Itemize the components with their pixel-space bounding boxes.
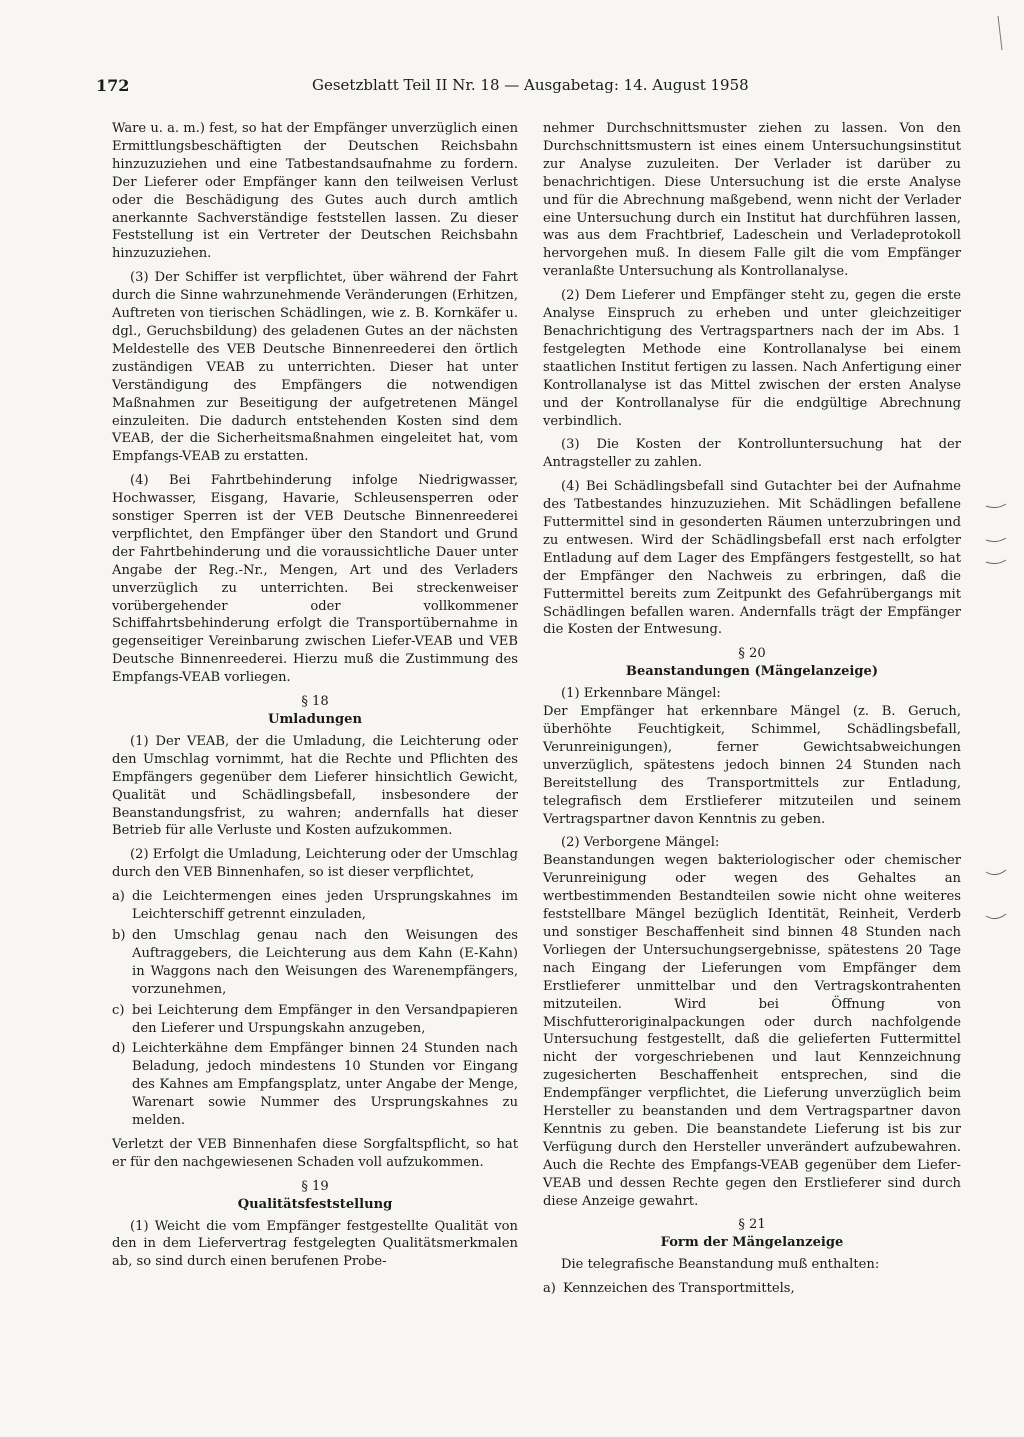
section-number: § 21: [738, 1217, 766, 1233]
paragraph: Ware u. a. m.) fest, so hat der Empfänger unverzüglich einen Ermittlungsbeschäftigten der Deutschen Reichsbahn hinzuzuziehen und eine Tatbestandsaufnahme zu fordern. Der Lieferer oder Empfänger kann den teilweisen Verlust oder die Beschädigung des Gutes auch durch amtlich anerkannte Sachverständige feststellen lassen. Zu dieser Feststellung ist ein Vertreter der Deutschen Reichsbahn hinzuzuziehen.: [112, 121, 518, 262]
enumerated-list: [112, 888, 518, 1130]
paragraph-heading: (1) Erkennbare Mängel:: [561, 686, 721, 702]
section-title: Umladungen: [268, 712, 362, 727]
running-title: Gesetzblatt Teil II Nr. 18 — Ausgabetag: 14. August 1958: [312, 76, 749, 94]
paragraph: (2) Erfolgt die Umladung, Leichterung oder der Umschlag durch den VEB Binnenhafen, so ist dieser verpflichtet,: [112, 847, 518, 881]
enumerated-list: [543, 1280, 961, 1298]
list-text: bei Leichterung dem Empfänger in den Versandpapieren den Lieferer und Urspungskahn anzugeben,: [132, 1002, 518, 1036]
margin-tick-mark: [984, 500, 1010, 580]
section-number: § 20: [738, 646, 766, 662]
paragraph: Beanstandungen wegen bakteriologischer oder chemischer Verunreinigung oder wegen des Gehaltes an wertbestimmenden Bestandteilen sowie nicht ohne weiteres feststellbare Mängel bezüglich Identität, Reinheit, Verderb und sonstiger Beschaffenheit sind binnen 48 Stunden nach Vorliegen der Untersuchungsergebnisse, spätestens 20 Tage nach Eingang der Lieferungen vom Empfänger dem Erstlieferer unmittelbar und den Vertragskontrahenten mitzuteilen. Wird bei Öffnung von Mischfutteroriginalpackungen oder durch nachfolgende Untersuchung festgestellt, daß die gelieferten Futtermittel nicht der vorgeschriebenen und laut Kennzeichnung zugesicherten Beschaffenheit entsprechen, sind die Endempfänger verpflichtet, die Lieferung unverzüglich beim Hersteller zu beanstanden und dem Vertragspartner davon Kenntnis zu geben. Die beanstandete Lieferung ist bis zur Verfügung durch den Hersteller unverändert aufzubewahren. Auch die Rechte des Empfangs-VEAB gegenüber dem Liefer-VEAB und dessen Rechte gegen den Erstlieferer sind durch diese Anzeige gewahrt.: [543, 853, 961, 1209]
paragraph: Die telegrafische Beanstandung muß enthalten:: [561, 1257, 880, 1273]
paragraph: (1) Weicht die vom Empfänger festgestellte Qualität von den in dem Liefervertrag festgelegten Qualitätsmerkmalen ab, so sind durch einen berufenen Probe-: [112, 1218, 518, 1270]
list-text: Kennzeichen des Transportmittels,: [563, 1281, 795, 1297]
section-title: Qualitätsfeststellung: [237, 1196, 393, 1212]
section-number: § 19: [301, 1178, 329, 1194]
page-number: 172: [96, 76, 130, 95]
list-text: die Leichtermengen eines jeden Ursprungskahnes im Leichterschiff getrennt einzuladen,: [132, 889, 518, 923]
list-item: [112, 888, 518, 924]
list-item: [543, 1280, 961, 1298]
list-item: [112, 1002, 518, 1038]
paragraph-heading: (2) Verborgene Mängel:: [561, 835, 720, 851]
paragraph: (1) Der VEAB, der die Umladung, die Leichterung oder den Umschlag vornimmt, hat die Rechte und Pflichten des Empfängers gegenüber dem Lieferer hinsichtlich Gewicht, Qualität und Schädlingsbefall, insbesondere der Beanstandungsfrist, zu wahren; andernfalls hat dieser Betrieb für alle Verluste und Kosten aufzukommen.: [112, 733, 518, 839]
paragraph: nehmer Durchschnittsmuster ziehen zu lassen. Von den Durchschnittsmustern ist eines einem Untersuchungsinstitut zur Analyse zuzuleiten. Der Verlader ist darüber zu benachrichtigen. Diese Untersuchung ist die erste Analyse und für die Abrechnung maßgebend, wenn nicht der Verlader eine Untersuchung durch ein Institut hat durchführen lassen, was aus dem Frachtbrief, Ladeschein und Verladeprotokoll hervorgehen muß. In diesem Falle gilt die vom Empfänger veranlaßte Untersuchung als Kontrollanalyse.: [543, 121, 961, 280]
list-label: a): [112, 889, 125, 905]
list-text: Leichterkähne dem Empfänger binnen 24 Stunden nach Beladung, jedoch mindestens 10 Stunden vor Eingang des Kahnes am Empfangsplatz, unter Angabe der Menge, Warenart sowie Nummer des Ursprungskahnes zu melden.: [132, 1041, 518, 1129]
section-title: Form der Mängelanzeige: [660, 1235, 844, 1251]
paragraph: (2) Dem Lieferer und Empfänger steht zu, gegen die erste Analyse Einspruch zu erheben und unter gleichzeitiger Benachrichtigung des Vertragspartners nach der im Abs. 1 festgelegten Methode eine Kontrollanalyse bei einem staatlichen Institut fertigen zu lassen. Nach Anfertigung einer Kontrollanalyse ist das Mittel zwischen der ersten Analyse und der Kontrollanalyse für die endgültige Abrechnung verbindlich.: [543, 288, 961, 429]
paragraph: Der Empfänger hat erkennbare Mängel (z. B. Geruch, überhöhte Feuchtigkeit, Schimmel, Schädlingsbefall, Verunreinigungen), ferner Gewichtsabweichungen unverzüglich, spätestens jedoch binnen 24 Stunden nach Bereitstellung des Transportmittels zur Entladung, telegrafisch dem Erstlieferer mitzuteilen und seinem Vertragspartner davon Kenntnis zu geben.: [543, 704, 961, 827]
list-label: a): [543, 1281, 556, 1297]
margin-tick-mark: [984, 866, 1010, 926]
right-column: [543, 120, 961, 1304]
margin-tick-mark: [996, 14, 1006, 54]
list-text: den Umschlag genau nach den Weisungen des Auftraggebers, die Leichterung aus dem Kahn (E-Kahn) in Waggons nach den Weisungen des Warenempfängers, vorzunehmen,: [132, 927, 518, 997]
list-item: [112, 927, 518, 999]
section-title: Beanstandungen (Mängelanzeige): [625, 664, 879, 680]
list-label: d): [112, 1041, 126, 1057]
list-label: b): [112, 927, 126, 943]
paragraph: Verletzt der VEB Binnenhafen diese Sorgfaltspflicht, so hat er für den nachgewiesenen Schaden voll aufzukommen.: [112, 1136, 518, 1170]
paragraph: (3) Die Kosten der Kontrolluntersuchung hat der Antragsteller zu zahlen.: [543, 437, 961, 471]
list-item: [112, 1040, 518, 1130]
paragraph: (4) Bei Fahrtbehinderung infolge Niedrigwasser, Hochwasser, Eisgang, Havarie, Schleusensperren oder sonstiger Sperren ist der VEB Deutsche Binnenreederei verpflichtet, den Empfänger über den Standort und Grund der Fahrtbehinderung und die voraussichtliche Dauer unter Angabe der Reg.-Nr., Mengen, Art und des Verladers unverzüglich zu unterrichten. Bei streckenweiser vorübergehender oder vollkommener Schiffahrtsbehinderung erfolgt die Transportübernahme in gegenseitiger Vereinbarung zwischen Liefer-VEAB und VEB Deutsche Binnenreederei. Hierzu muß die Zustimmung des Empfangs-VEAB vorliegen.: [112, 473, 518, 686]
paragraph: (3) Der Schiffer ist verpflichtet, über während der Fahrt durch die Sinne wahrzunehmende Veränderungen (Erhitzen, Auftreten von tierischen Schädlingen, wie z. B. Kornkäfer u. dgl., Geruchsbildung) des geladenen Gutes an der nächsten Meldestelle des VEB Deutsche Binnenreederei den örtlich zuständigen VEAB zu unterrichten. Dieser hat unter Verständigung des Empfängers die notwendigen Maßnahmen zur Beseitigung der aufgetretenen Mängel einzuleiten. Die dadurch entstehenden Kosten sind dem VEAB, der die Sicherheitsmaßnahmen eingeleitet hat, vom Empfangs-VEAB zu erstatten.: [112, 270, 518, 465]
section-number: § 18: [301, 694, 329, 710]
paragraph: (4) Bei Schädlingsbefall sind Gutachter bei der Aufnahme des Tatbestandes hinzuzuziehen. Mit Schädlingen befallene Futtermittel sind in gesonderten Räumen unterzubringen und zu entwesen. Wird der Schädlingsbefall erst nach erfolgter Entladung auf dem Lager des Empfängers festgestellt, so hat der Empfänger den Nachweis zu erbringen, daß die Futtermittel bereits zum Zeitpunkt des Gefahrübergangs mit Schädlingen befallen waren. Andernfalls trägt der Empfänger die Kosten der Entwesung.: [543, 479, 961, 638]
left-column: [112, 120, 518, 1277]
page-header: [96, 76, 776, 102]
list-label: c): [112, 1002, 125, 1018]
